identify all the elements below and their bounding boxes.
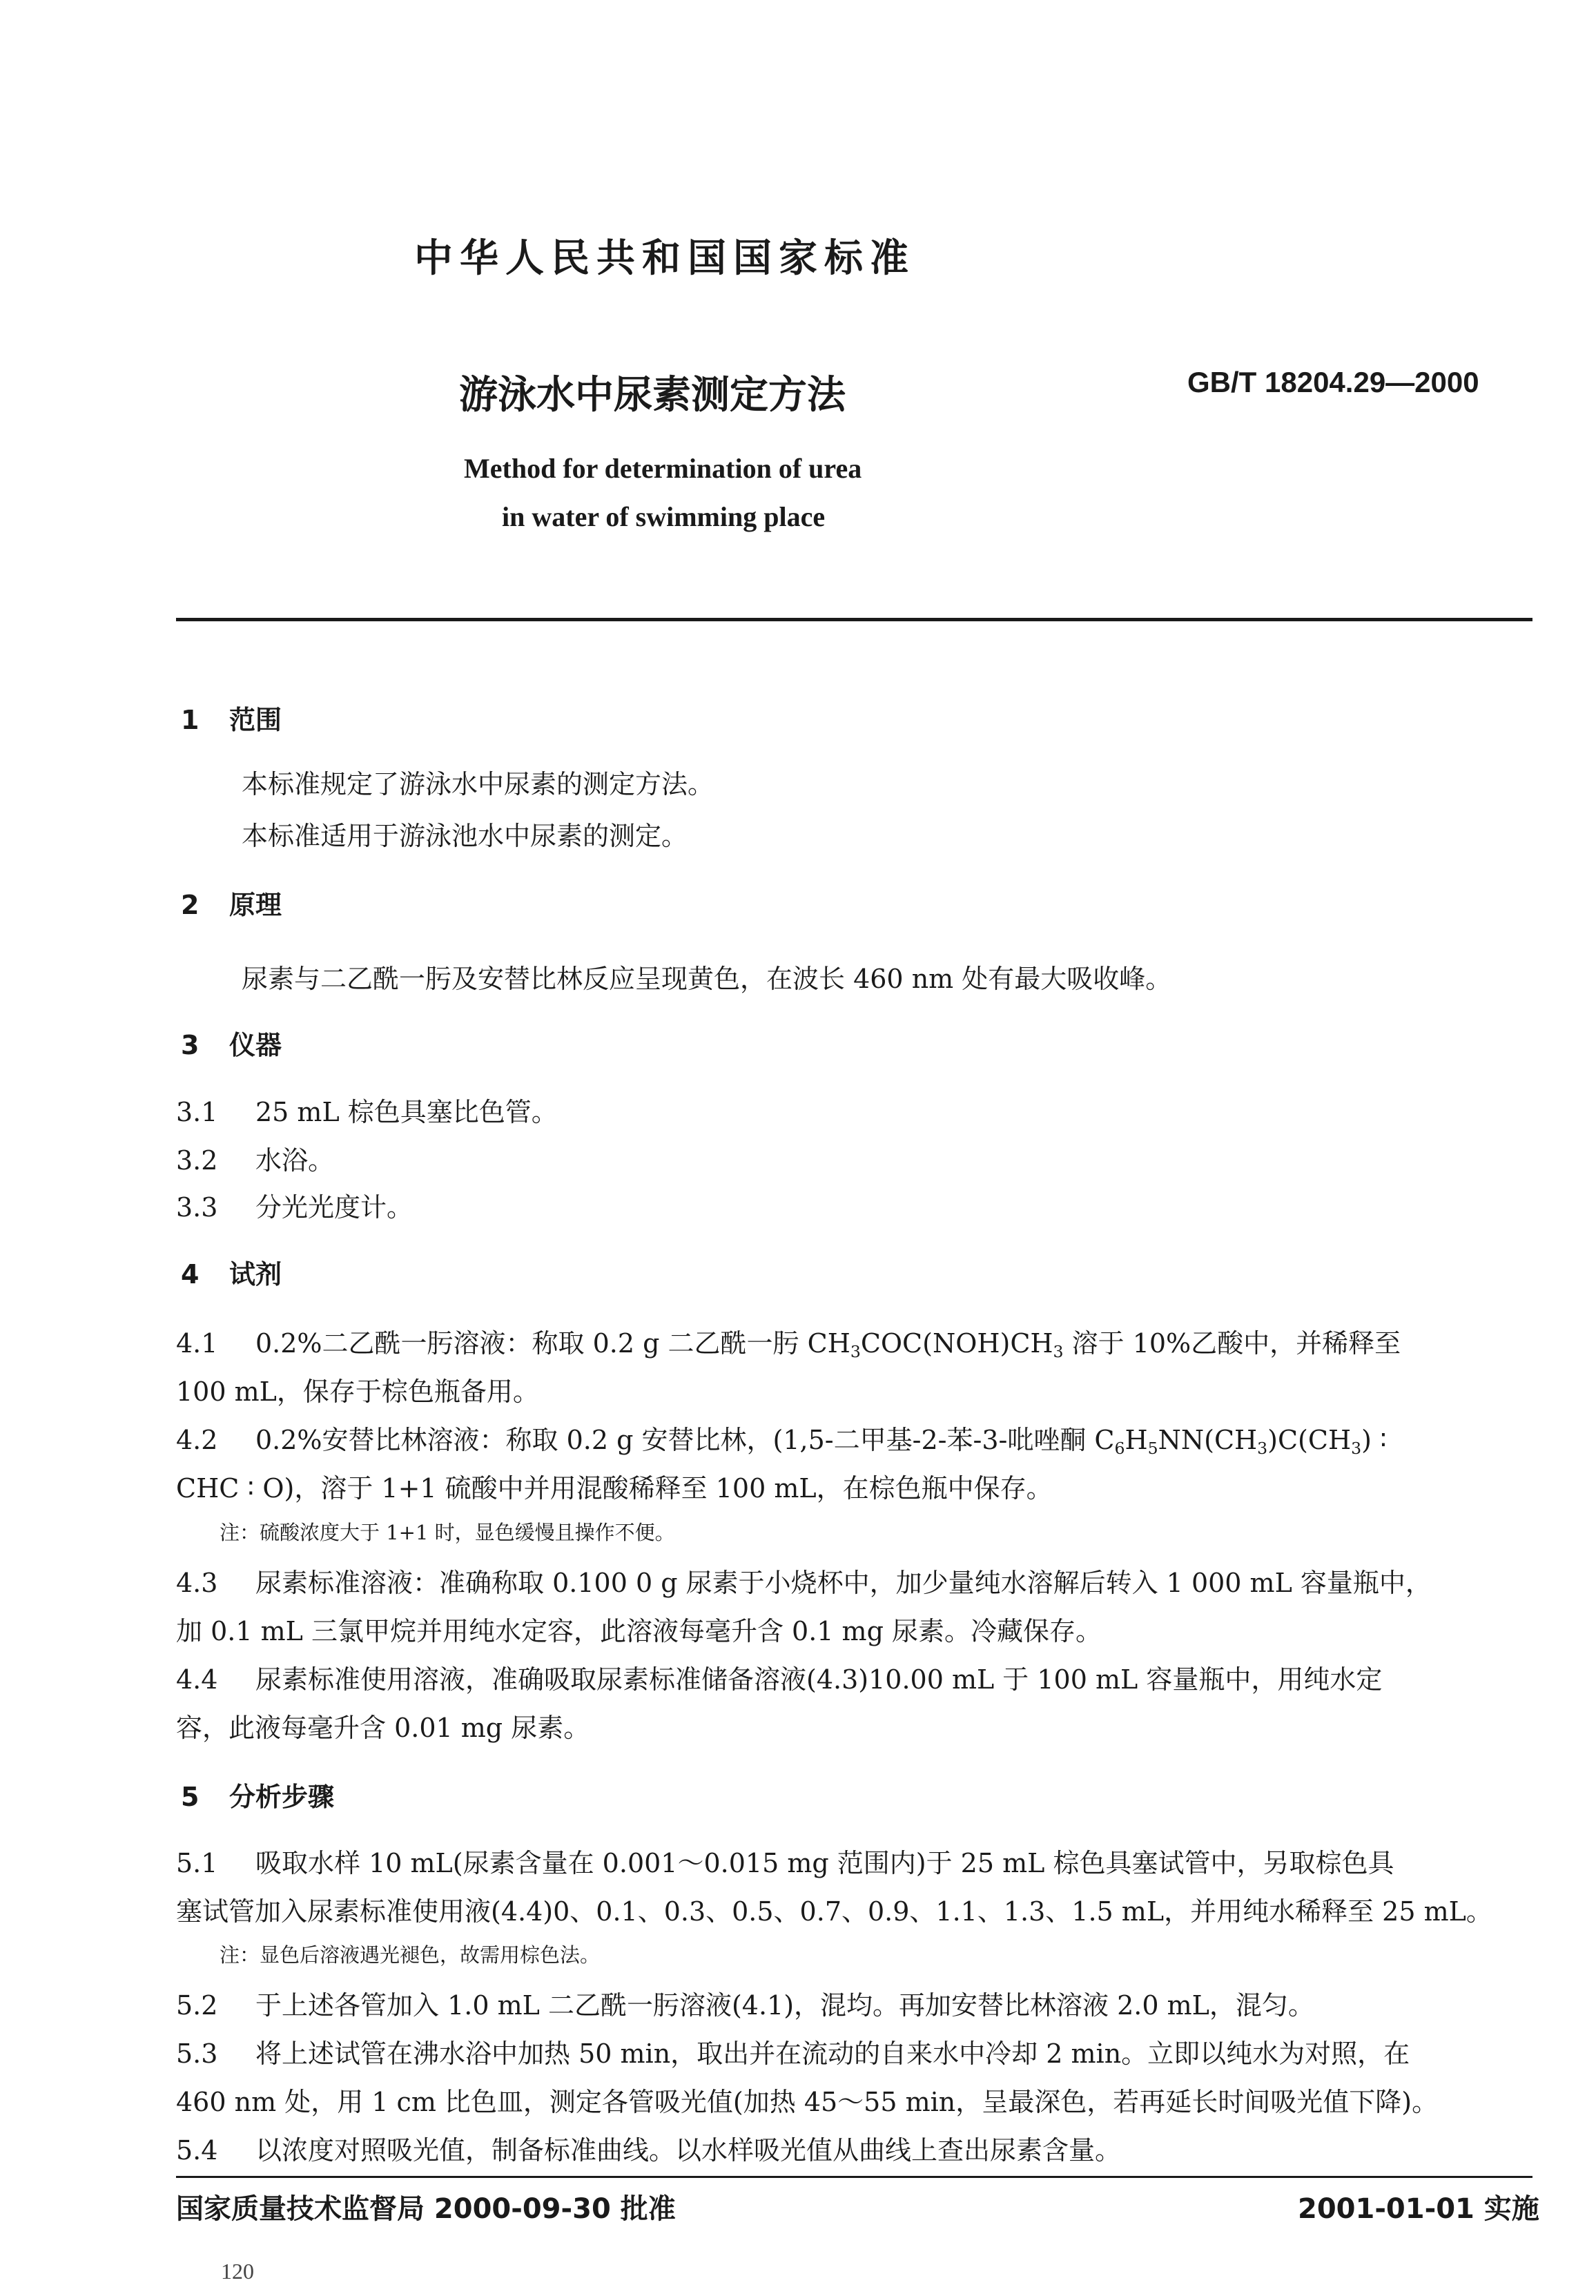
document-title-en-line2: in water of swimming place	[502, 501, 826, 532]
section-title: 原理	[229, 890, 282, 920]
item-number: 4.2	[176, 1425, 218, 1455]
section-number: 1	[181, 705, 200, 735]
step-5-1-line-1	[176, 1842, 1394, 1880]
item-text: 于上述各管加入 1.0 mL 二乙酰一肟溶液(4.1)，混均。再加安替比林溶液 2.0 mL，混匀。	[255, 1990, 1314, 2021]
section-title: 仪器	[229, 1030, 282, 1060]
item-text: NN(CH	[1158, 1425, 1258, 1455]
section-title: 试剂	[229, 1259, 282, 1290]
item-text: 水浴。	[255, 1145, 335, 1176]
step-5-3-line-2: 460 nm 处，用 1 cm 比色皿，测定各管吸光值(加热 45～55 min，呈最深色，若再延长时间吸光值下降)。	[176, 2087, 1439, 2117]
list-item	[176, 1139, 334, 1177]
item-text: 0.2%安替比林溶液：称取 0.2 g 安替比林，(1,5-二甲基-2-苯-3-吡唑酮 C	[255, 1425, 1115, 1455]
item-number: 3.3	[176, 1192, 218, 1223]
item-number: 3.2	[176, 1145, 218, 1176]
list-item	[176, 1186, 413, 1224]
item-number: 5.4	[176, 2135, 218, 2166]
section-1-heading	[181, 699, 282, 737]
subscript: 5	[1147, 1439, 1158, 1459]
reagent-4-2-line-1	[176, 1419, 1387, 1458]
page-number: 120	[221, 2259, 254, 2284]
item-text: ) ∶	[1361, 1425, 1387, 1455]
standard-category-title: 中华人民共和国国家标准	[414, 236, 915, 281]
item-text: 尿素标准使用溶液，准确吸取尿素标准储备溶液(4.3)10.00 mL 于 100 mL 容量瓶中，用纯水定	[255, 1664, 1383, 1695]
reagent-4-2-line-2: CHC ∶ O)，溶于 1+1 硫酸中并用混酸稀释至 100 mL，在棕色瓶中保存。	[176, 1473, 1053, 1504]
item-number: 4.1	[176, 1328, 218, 1359]
section-title: 分析步骤	[229, 1782, 335, 1812]
section-1-paragraph-2: 本标准适用于游泳池水中尿素的测定。	[242, 821, 688, 851]
reagent-4-1-line-2: 100 mL，保存于棕色瓶备用。	[176, 1376, 539, 1407]
subscript: 3	[1053, 1342, 1064, 1362]
footer-divider	[176, 2176, 1532, 2178]
item-text: 溶于 10%乙酸中，并稀释至	[1063, 1328, 1401, 1359]
item-text: 将上述试管在沸水浴中加热 50 min，取出并在流动的自来水中冷却 2 min。立即以纯水为对照，在	[255, 2039, 1410, 2069]
reagent-4-4-line-1	[176, 1658, 1382, 1696]
section-3-heading	[181, 1024, 282, 1062]
section-1-paragraph-1: 本标准规定了游泳水中尿素的测定方法。	[242, 769, 714, 799]
item-text: 0.2%二乙酰一肟溶液：称取 0.2 g 二乙酰一肟 CH	[255, 1328, 850, 1359]
header-divider	[176, 618, 1532, 621]
reagent-4-3-line-2: 加 0.1 mL 三氯甲烷并用纯水定容，此溶液每毫升含 0.1 mg 尿素。冷藏保存。	[176, 1616, 1102, 1646]
list-item	[176, 1091, 558, 1129]
document-title-cn: 游泳水中尿素测定方法	[459, 373, 846, 418]
subscript: 3	[850, 1342, 861, 1362]
section-2-paragraph-1: 尿素与二乙酰一肟及安替比林反应呈现黄色，在波长 460 nm 处有最大吸收峰。	[242, 964, 1172, 994]
section-2-heading	[181, 884, 282, 922]
item-number: 5.3	[176, 2039, 218, 2069]
step-5-1-note: 注：显色后溶液遇光褪色，故需用棕色法。	[220, 1943, 601, 1967]
section-number: 3	[181, 1030, 200, 1060]
reagent-4-2-note: 注：硫酸浓度大于 1+1 时，显色缓慢且操作不便。	[220, 1521, 675, 1544]
item-text: 以浓度对照吸光值，制备标准曲线。以水样吸光值从曲线上查出尿素含量。	[255, 2135, 1122, 2166]
approval-statement: 国家质量技术监督局 2000-09-30 批准	[176, 2193, 676, 2225]
item-number: 3.1	[176, 1097, 218, 1127]
step-5-3-line-1	[176, 2032, 1410, 2070]
section-5-heading	[181, 1775, 334, 1813]
item-text: 分光光度计。	[255, 1192, 413, 1223]
section-number: 5	[181, 1782, 200, 1812]
subscript: 3	[1351, 1439, 1362, 1459]
document-title-en-line1: Method for determination of urea	[464, 453, 862, 484]
reagent-4-1-line-1	[176, 1322, 1401, 1361]
section-title: 范围	[229, 705, 282, 735]
step-5-1-line-2: 塞试管加入尿素标准使用液(4.4)0、0.1、0.3、0.5、0.7、0.9、1.1、1.3、1.5 mL，并用纯水稀释至 25 mL。	[176, 1896, 1492, 1927]
effective-date: 2001-01-01 实施	[1298, 2193, 1539, 2225]
subscript: 6	[1114, 1439, 1125, 1459]
item-text: COC(NOH)CH	[860, 1328, 1053, 1359]
reagent-4-4-line-2: 容，此液每毫升含 0.01 mg 尿素。	[176, 1713, 590, 1743]
reagent-4-3-line-1	[176, 1562, 1432, 1599]
item-number: 5.1	[176, 1848, 218, 1878]
section-number: 4	[181, 1259, 200, 1290]
item-text: 25 mL 棕色具塞比色管。	[255, 1097, 558, 1127]
item-number: 4.4	[176, 1664, 218, 1695]
item-text: H	[1125, 1425, 1148, 1455]
item-number: 4.3	[176, 1568, 218, 1598]
section-number: 2	[181, 890, 200, 920]
step-5-4	[176, 2129, 1121, 2167]
item-text: 尿素标准溶液：准确称取 0.100 0 g 尿素于小烧杯中，加少量纯水溶解后转入 1 000 mL 容量瓶中，	[255, 1568, 1432, 1598]
item-text: 吸取水样 10 mL(尿素含量在 0.001～0.015 mg 范围内)于 25 mL 棕色具塞试管中，另取棕色具	[255, 1848, 1394, 1878]
step-5-2	[176, 1984, 1314, 2022]
standard-code: GB/T 18204.29—2000	[1187, 366, 1479, 398]
subscript: 3	[1257, 1439, 1268, 1459]
item-number: 5.2	[176, 1990, 218, 2021]
item-text: )C(CH	[1267, 1425, 1352, 1455]
section-4-heading	[181, 1253, 282, 1291]
